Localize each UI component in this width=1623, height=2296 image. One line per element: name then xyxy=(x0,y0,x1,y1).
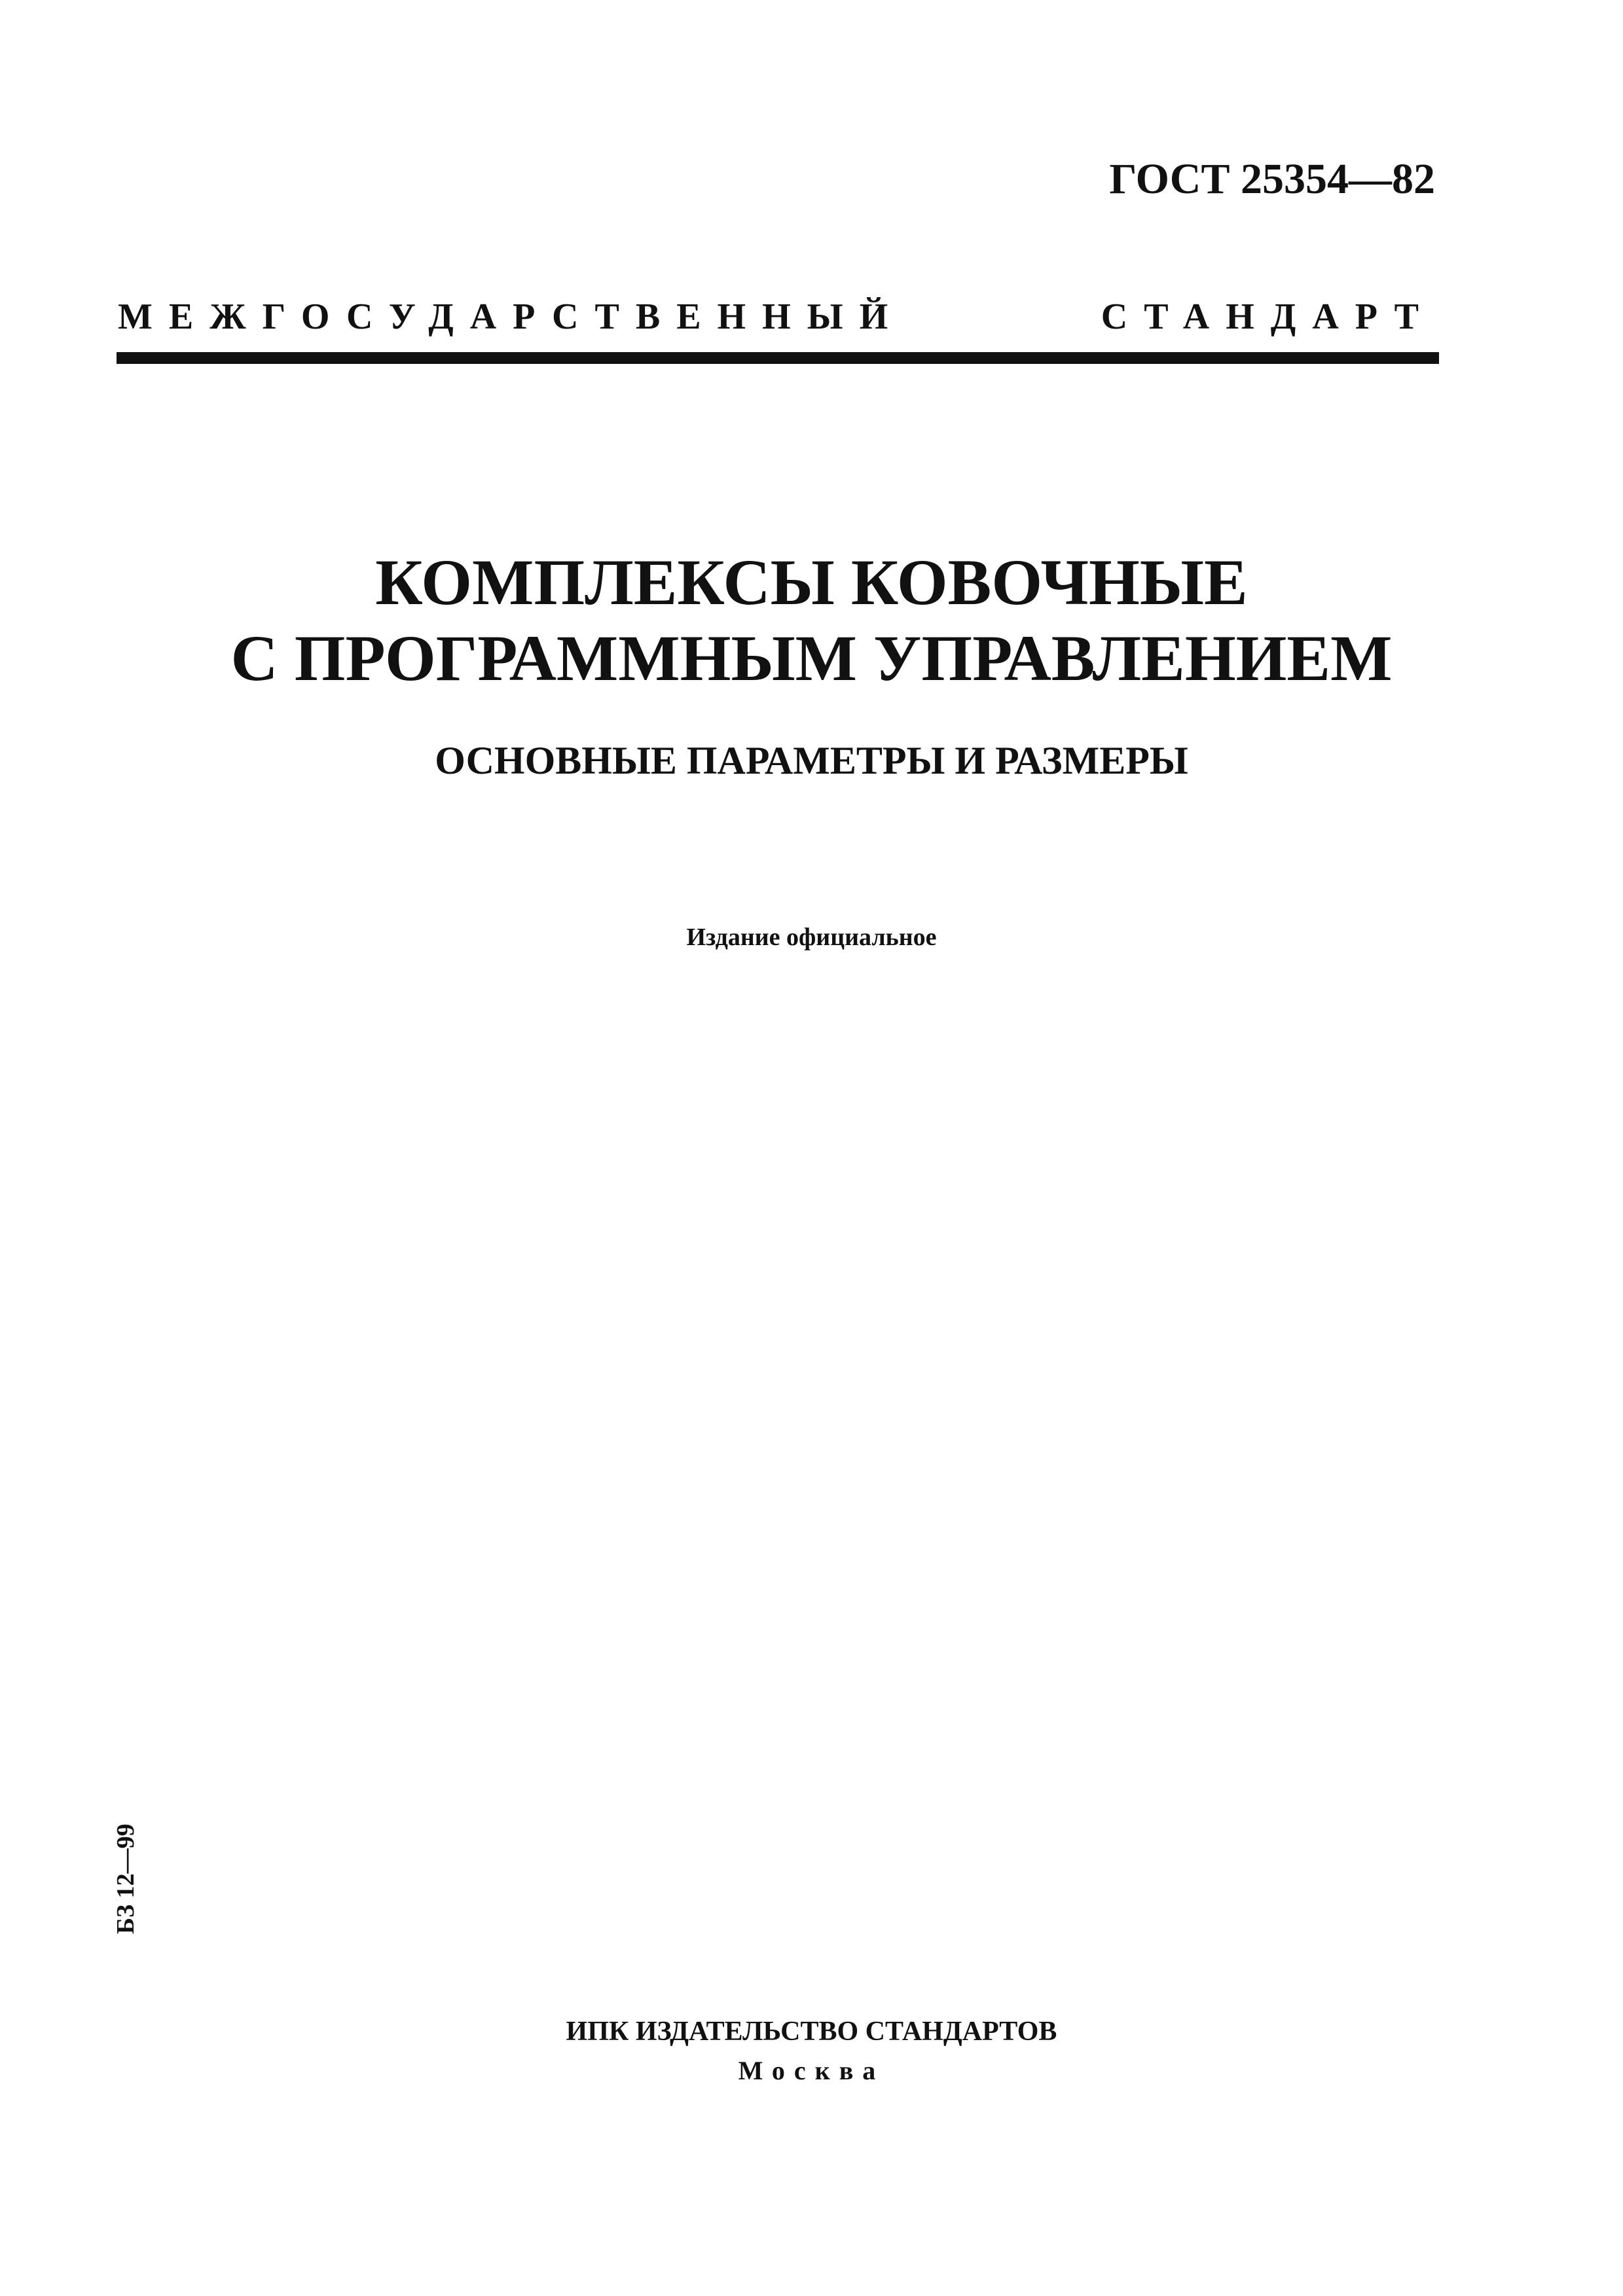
document-title xyxy=(0,545,1623,696)
publisher-name: ИПК ИЗДАТЕЛЬСТВО СТАНДАРТОВ xyxy=(566,2017,1057,2047)
side-code: БЗ 12—99 xyxy=(112,1823,139,1934)
edition-label: Издание официальное xyxy=(686,924,937,951)
standard-type-word-2: СТАНДАРТ xyxy=(1101,296,1435,337)
header-rule xyxy=(117,352,1439,364)
title-line-1: КОМПЛЕКСЫ КОВОЧНЫЕ xyxy=(375,546,1248,619)
standard-type-heading xyxy=(118,296,1435,338)
document-subtitle: ОСНОВНЫЕ ПАРАМЕТРЫ И РАЗМЕРЫ xyxy=(435,739,1188,782)
publisher-city: Москва xyxy=(738,2056,885,2085)
gost-number: ГОСТ 25354—82 xyxy=(1109,155,1435,203)
standard-type-word-1: МЕЖГОСУДАРСТВЕННЫЙ xyxy=(118,296,905,337)
title-line-2: С ПРОГРАММНЫМ УПРАВЛЕНИЕМ xyxy=(230,622,1393,694)
